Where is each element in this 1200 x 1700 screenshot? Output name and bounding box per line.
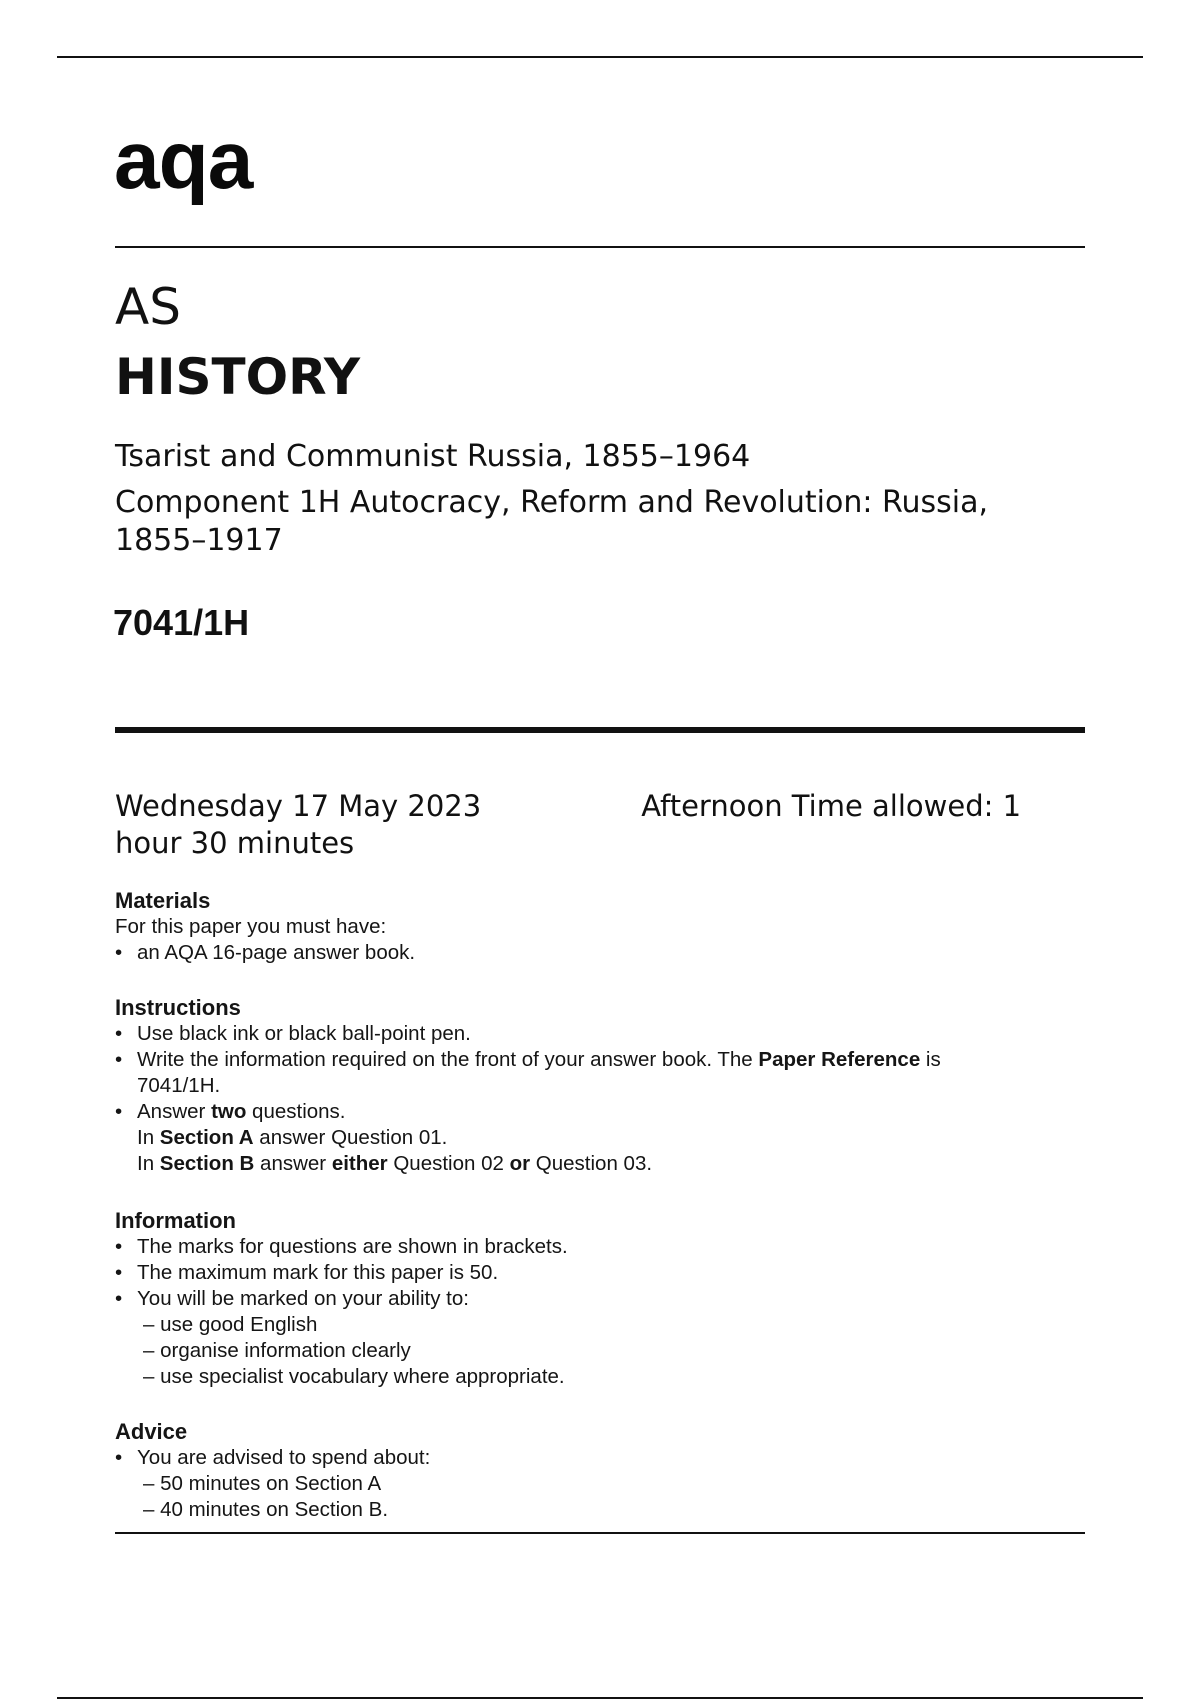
bottom-divider xyxy=(115,1532,1085,1534)
time-allowed: Afternoon Time allowed: 1 xyxy=(641,789,1022,823)
header-divider xyxy=(115,246,1085,248)
instructions-list xyxy=(115,1021,1075,1177)
sub-item: – 50 minutes on Section A xyxy=(143,1472,382,1495)
instruction-text: Question 03. xyxy=(530,1152,653,1175)
bottom-page-rule xyxy=(57,1697,1143,1699)
time-allowed-continued: hour 30 minutes xyxy=(115,826,355,860)
list-item xyxy=(115,1047,1075,1099)
emphasis: Section B xyxy=(159,1152,255,1175)
bullet-icon: • xyxy=(115,1022,123,1045)
instruction-text: In xyxy=(137,1126,160,1149)
bullet-icon: • xyxy=(115,941,123,964)
advice-section xyxy=(115,1419,1075,1523)
bullet-icon: • xyxy=(115,1100,123,1123)
materials-item-text: an AQA 16-page answer book. xyxy=(137,941,416,964)
paper-title: Tsarist and Communist Russia, 1855–1964 xyxy=(115,439,751,474)
sub-item: – use good English xyxy=(143,1313,318,1336)
paper-reference-label: Paper Reference xyxy=(758,1048,921,1071)
instruction-text: questions. xyxy=(246,1100,346,1123)
emphasis: or xyxy=(509,1152,531,1175)
ability-sublist xyxy=(115,1312,1075,1390)
list-item xyxy=(115,1260,1075,1286)
list-item xyxy=(115,1099,1075,1177)
information-text: The marks for questions are shown in brackets. xyxy=(137,1235,568,1258)
list-item xyxy=(115,1021,1075,1047)
thick-divider xyxy=(115,727,1085,733)
list-item xyxy=(115,1286,1075,1312)
materials-intro: For this paper you must have: xyxy=(115,915,387,938)
component-title-line1: Component 1H Autocracy, Reform and Revolution: Russia, xyxy=(115,485,989,520)
top-page-rule xyxy=(57,56,1143,58)
instruction-text: In xyxy=(137,1152,160,1175)
information-text: The maximum mark for this paper is 50. xyxy=(137,1261,499,1284)
materials-heading: Materials xyxy=(115,888,211,913)
sub-item: – organise information clearly xyxy=(143,1339,411,1362)
list-item xyxy=(115,1445,1075,1471)
materials-list xyxy=(115,940,1075,966)
emphasis: Section A xyxy=(159,1126,254,1149)
instruction-text: Question 02 xyxy=(387,1152,510,1175)
sub-item: – 40 minutes on Section B. xyxy=(143,1498,389,1521)
bullet-icon: • xyxy=(115,1235,123,1258)
session-info xyxy=(115,788,1075,862)
information-list xyxy=(115,1234,1075,1312)
sub-item: – use specialist vocabulary where appropriate. xyxy=(143,1365,565,1388)
component-title-line2: 1855–1917 xyxy=(115,523,283,558)
emphasis: either xyxy=(331,1152,388,1175)
information-text: You will be marked on your ability to: xyxy=(137,1287,469,1310)
instruction-text: is xyxy=(920,1048,941,1071)
bullet-icon: • xyxy=(115,1048,123,1071)
instruction-text: answer Question 01. xyxy=(253,1126,448,1149)
aqa-logo: aqa xyxy=(114,115,253,206)
instruction-text: 7041/1H. xyxy=(137,1074,221,1097)
component-title xyxy=(115,484,1045,560)
instructions-heading: Instructions xyxy=(115,995,241,1020)
advice-sublist xyxy=(115,1471,1075,1523)
list-item xyxy=(115,1234,1075,1260)
instruction-text: answer xyxy=(254,1152,332,1175)
qualification-level: AS xyxy=(115,278,181,336)
advice-text: You are advised to spend about: xyxy=(137,1446,431,1469)
bullet-icon: • xyxy=(115,1287,123,1310)
bullet-icon: • xyxy=(115,1261,123,1284)
information-heading: Information xyxy=(115,1208,236,1233)
emphasis: two xyxy=(211,1100,247,1123)
instruction-text: Answer xyxy=(137,1100,212,1123)
bullet-icon: • xyxy=(115,1446,123,1469)
exam-date: Wednesday 17 May 2023 xyxy=(115,789,482,823)
instructions-section xyxy=(115,995,1075,1177)
paper-code: 7041/1H xyxy=(113,602,250,643)
instruction-text: Use black ink or black ball-point pen. xyxy=(137,1022,471,1045)
list-item xyxy=(115,940,1075,966)
instruction-text: Write the information required on the front of your answer book. The xyxy=(137,1048,759,1071)
subject-title: HISTORY xyxy=(115,348,361,406)
advice-list xyxy=(115,1445,1075,1471)
materials-section xyxy=(115,888,1075,966)
advice-heading: Advice xyxy=(115,1419,188,1444)
information-section xyxy=(115,1208,1075,1390)
